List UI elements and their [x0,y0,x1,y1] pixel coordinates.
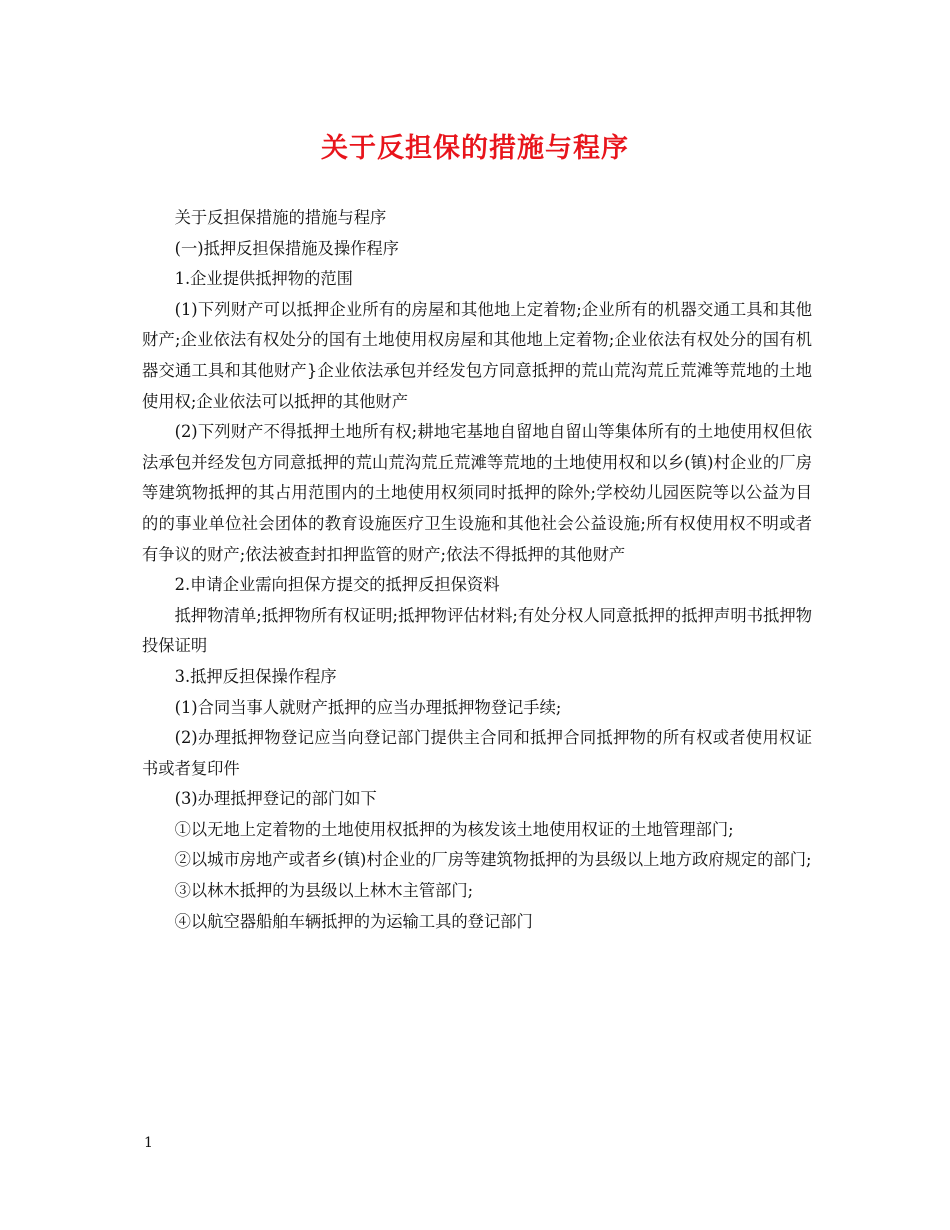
paragraph: ④以航空器船舶车辆抵押的为运输工具的登记部门 [174,911,533,931]
paragraph: 2.申请企业需向担保方提交的抵押反担保资料 [174,575,500,595]
paragraph: (3)办理抵押登记的部门如下 [174,789,377,809]
paragraph: 3.抵押反担保操作程序 [174,666,337,686]
paragraph: ③以林木抵押的为县级以上林木主管部门; [174,881,474,901]
paragraph: ②以城市房地产或者乡(镇)村企业的厂房等建筑物抵押的为县级以上地方政府规定的部门; [174,850,812,870]
paragraph: (一)抵押反担保措施及操作程序 [174,238,399,258]
paragraph: 抵押物清单;抵押物所有权证明;抵押物评估材料;有处分权人同意抵押的抵押声明书抵押物投保证明 [142,605,812,656]
document-body [142,203,812,937]
paragraph: 关于反担保措施的措施与程序 [174,208,387,227]
paragraph: (1)下列财产可以抵押企业所有的房屋和其他地上定着物;企业所有的机器交通工具和其他财产;企业依法有权处分的国有土地使用权房屋和其他地上定着物;企业依法有权处分的国有机器交通工具和其他财产}企业依法承包并经发包方同意抵押的荒山荒沟荒丘荒滩等荒地的土地使用权;企业依法可以抵押的其他财产 [142,299,812,411]
paragraph: (2)下列财产不得抵押土地所有权;耕地宅基地自留地自留山等集体所有的土地使用权但依法承包并经发包方同意抵押的荒山荒沟荒丘荒滩等荒地的土地使用权和以乡(镇)村企业的厂房等建筑物抵押的其占用范围内的土地使用权须同时抵押的除外;学校幼儿园医院等以公益为目的的事业单位社会团体的教育设施医疗卫生设施和其他社会公益设施;所有权使用权不明或者有争议的财产;依法被查封扣押监管的财产;依法不得抵押的其他财产 [142,422,812,564]
document-title: 关于反担保的措施与程序 [321,133,629,164]
paragraph: (1)合同当事人就财产抵押的应当办理抵押物登记手续; [174,697,562,717]
page-number: 1 [144,1135,153,1151]
paragraph: (2)办理抵押物登记应当向登记部门提供主合同和抵押合同抵押物的所有权或者使用权证书或者复印件 [142,728,812,778]
paragraph: ①以无地上定着物的土地使用权抵押的为核发该土地使用权证的土地管理部门; [174,819,734,839]
paragraph: 1.企业提供抵押物的范围 [174,269,353,289]
